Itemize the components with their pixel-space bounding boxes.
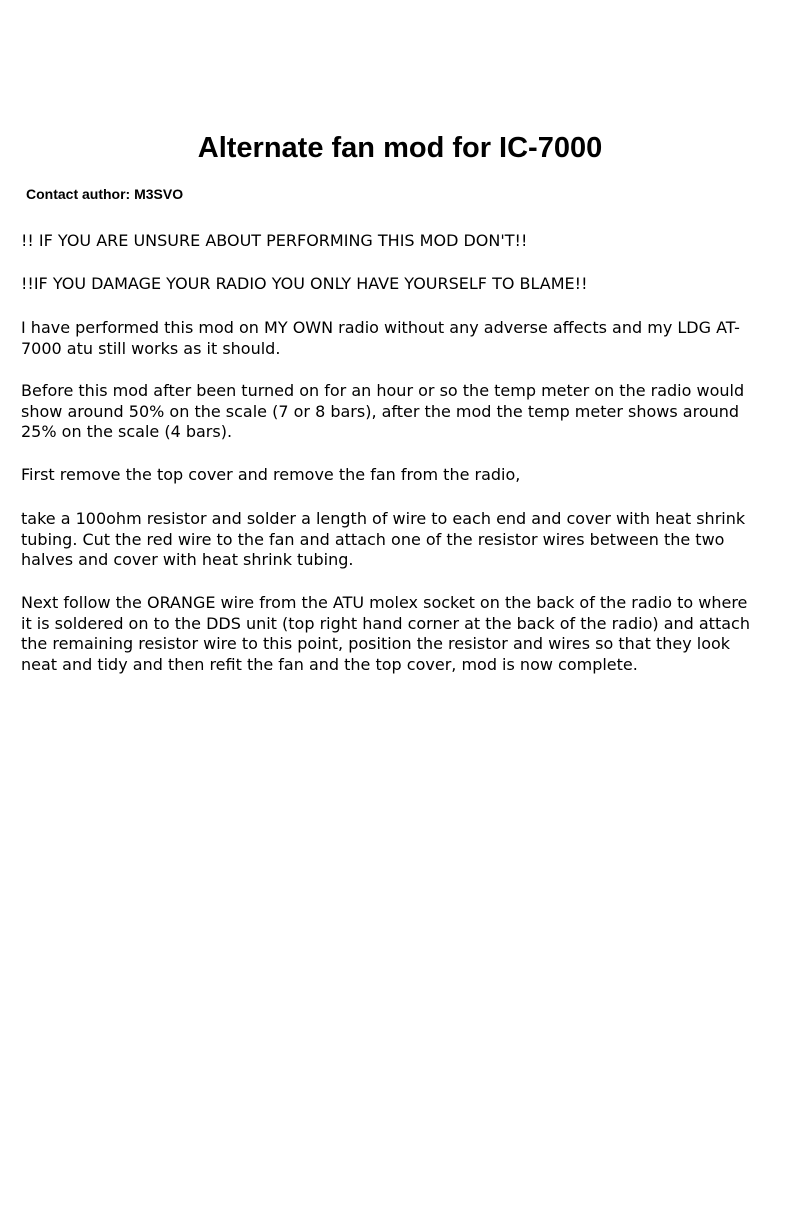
paragraph-line: tubing. Cut the red wire to the fan and attach one of the resistor wires between the two — [21, 529, 725, 549]
disclaimer-paragraph — [21, 318, 793, 359]
warning-paragraph-damage — [21, 274, 793, 295]
paragraph-line: halves and cover with heat shrink tubing. — [21, 550, 354, 569]
paragraph-line: Before this mod after been turned on for an hour or so the temp meter on the radio would — [21, 381, 745, 400]
contact-author: Contact author: M3SVO — [26, 186, 184, 202]
paragraph-line: the remaining resistor wire to this point, position the resistor and wires so that they look — [21, 634, 731, 653]
warning-paragraph-unsure — [21, 231, 793, 252]
step-orange-wire-paragraph — [21, 593, 793, 675]
page-title: Alternate fan mod for IC-7000 — [197, 132, 603, 164]
paragraph-line: 25% on the scale (4 bars). — [21, 422, 233, 441]
before-after-paragraph — [21, 381, 793, 443]
paragraph-line: I have performed this mod on MY OWN radio without any adverse affects and my LDG AT- — [21, 318, 740, 337]
paragraph-line: Next follow the ORANGE wire from the ATU molex socket on the back of the radio to where — [21, 593, 748, 612]
paragraph-line: !! IF YOU ARE UNSURE ABOUT PERFORMING THIS MOD DON'T!! — [21, 231, 528, 250]
paragraph-line: take a 100ohm resistor and solder a length of wire to each end and cover with heat shrink — [21, 509, 746, 528]
paragraph-line: neat and tidy and then refit the fan and the top cover, mod is now complete. — [21, 654, 638, 674]
paragraph-line: First remove the top cover and remove the fan from the radio, — [21, 465, 521, 484]
paragraph-line: !!IF YOU DAMAGE YOUR RADIO YOU ONLY HAVE YOURSELF TO BLAME!! — [21, 274, 588, 293]
paragraph-line: show around 50% on the scale (7 or 8 bars), after the mod the temp meter shows around — [21, 401, 740, 421]
paragraph-line: it is soldered on to the DDS unit (top right hand corner at the back of the radio) and attach — [21, 613, 750, 633]
step-resistor-paragraph — [21, 509, 793, 571]
step-remove-cover-paragraph — [21, 465, 793, 486]
paragraph-line: 7000 atu still works as it should. — [21, 338, 281, 358]
